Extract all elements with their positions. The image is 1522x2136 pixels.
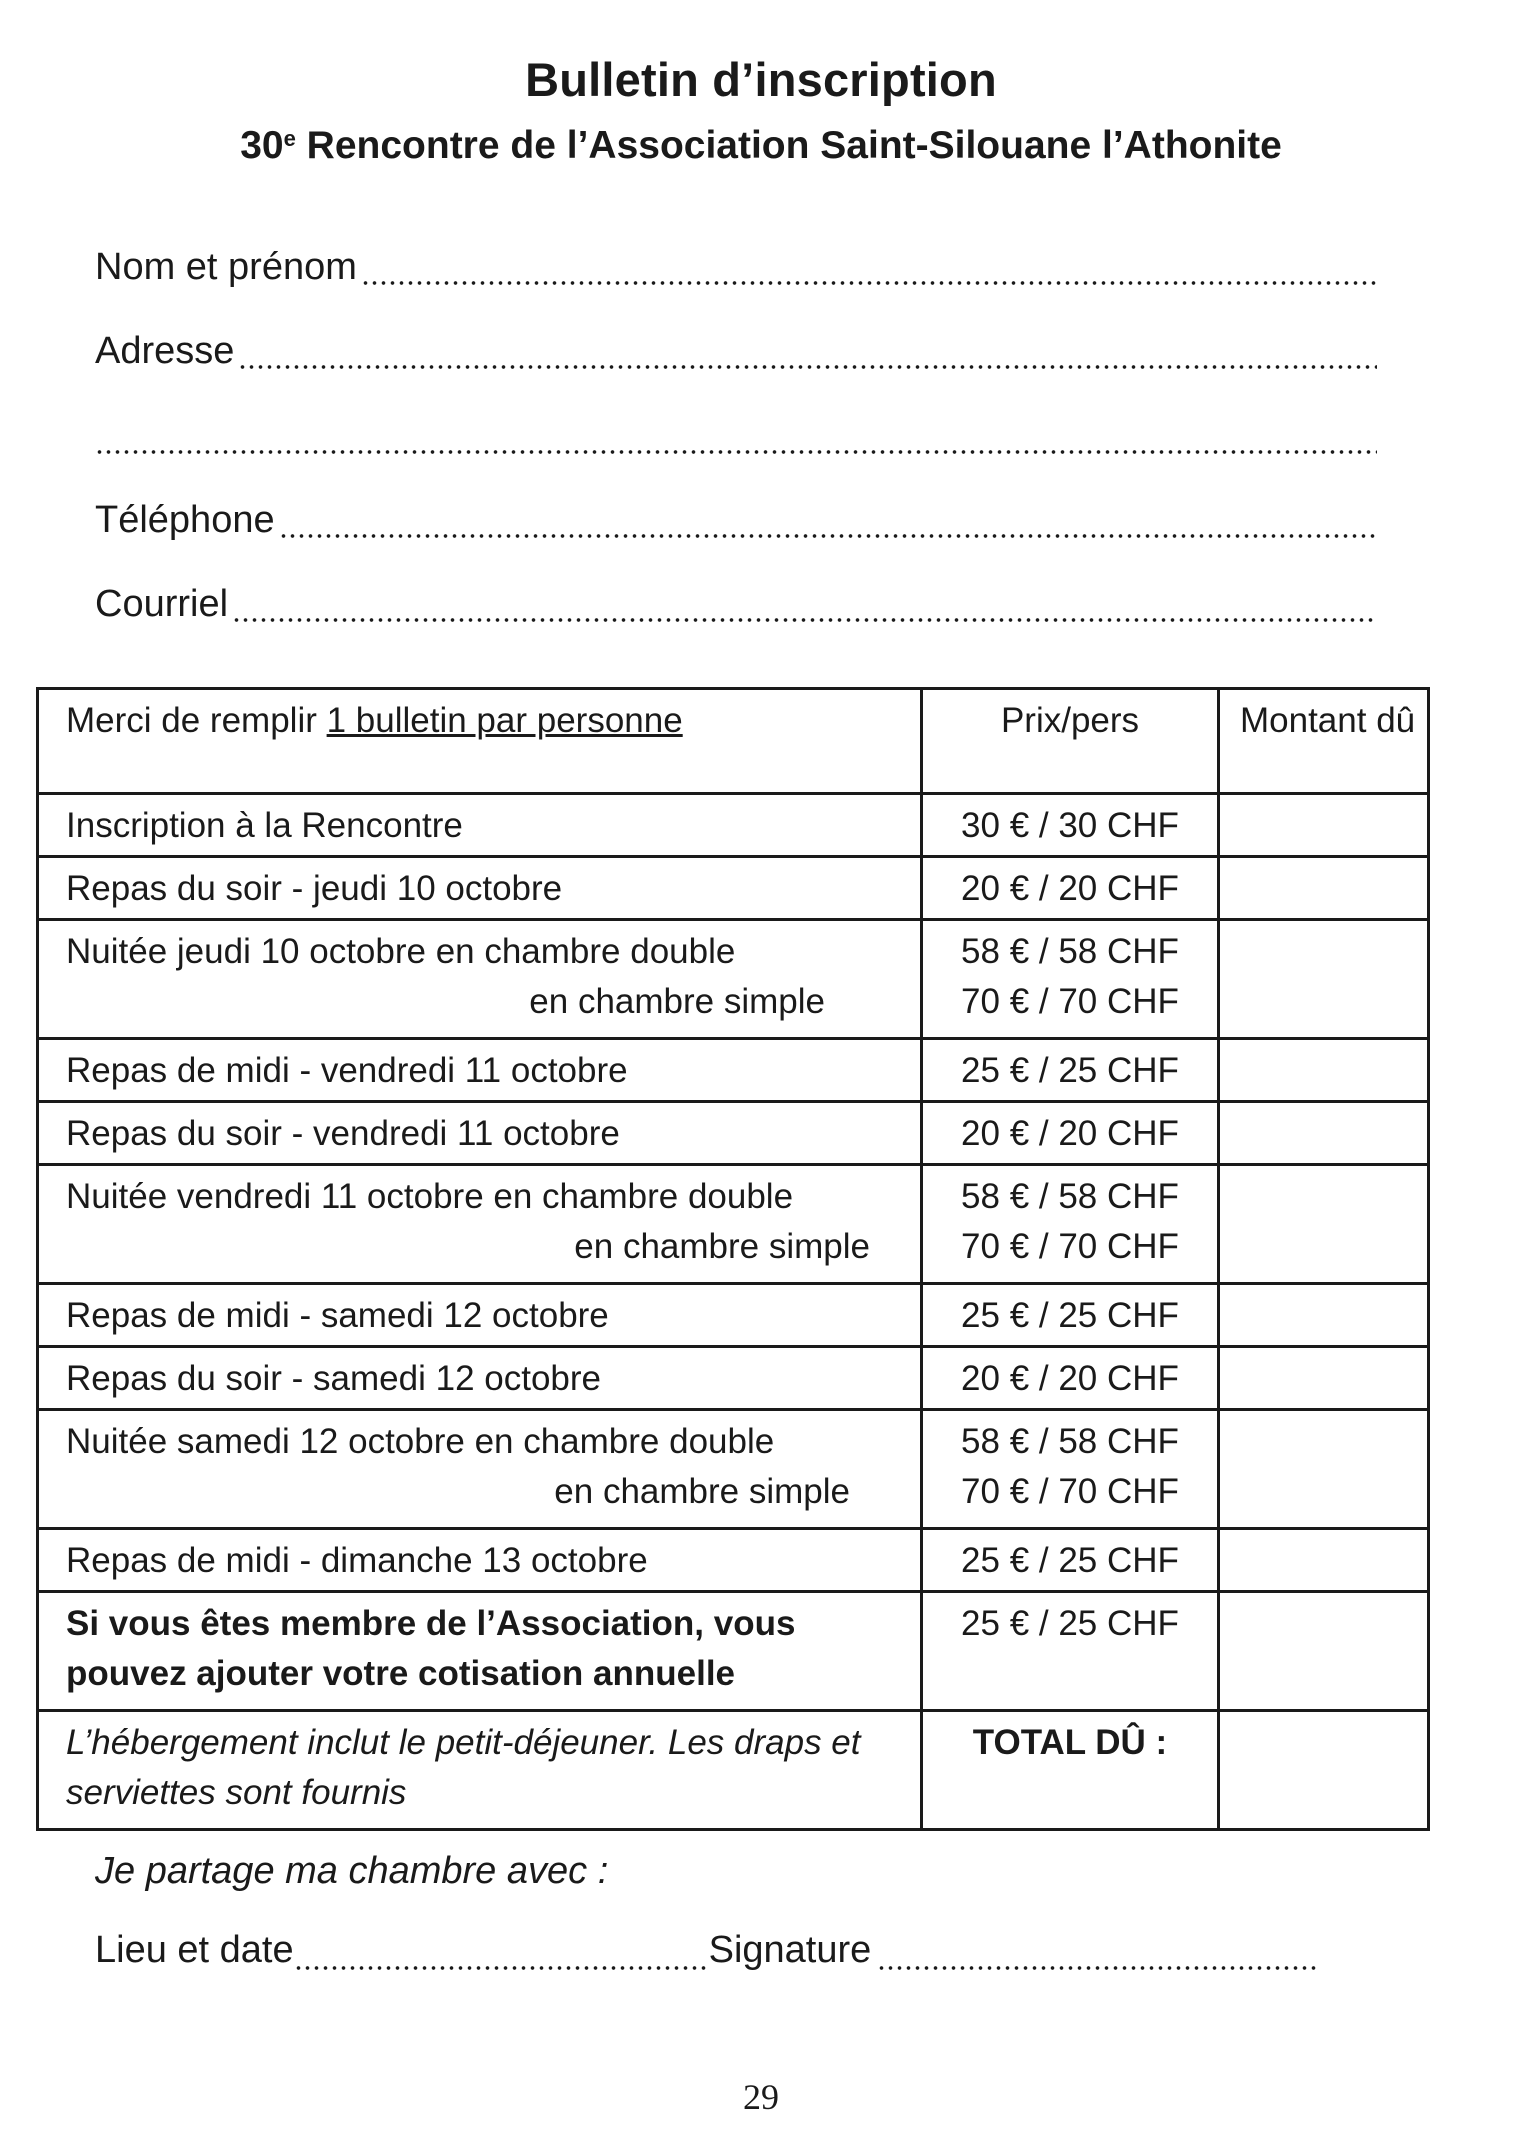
- amount-due-cell[interactable]: [1219, 1039, 1429, 1102]
- row-label-line1: Nuitée vendredi 11 octobre en chambre double: [66, 1177, 794, 1216]
- accommodation-note: L’hébergement inclut le petit-déjeuner. Les draps et serviettes sont fournis: [38, 1711, 922, 1830]
- row-price: 25 € / 25 CHF: [922, 1284, 1219, 1347]
- row-price: 25 € / 25 CHF: [922, 1039, 1219, 1102]
- room-share-field[interactable]: [95, 1850, 1377, 1902]
- row-label-line2: en chambre simple: [529, 982, 825, 1021]
- row-price: [922, 920, 1219, 1039]
- header-instruction-prefix: Merci de remplir: [66, 701, 327, 740]
- amount-due-cell[interactable]: [1219, 1529, 1429, 1592]
- row-price-line1: 58 € / 58 CHF: [961, 932, 1179, 971]
- address-dotted-line[interactable]: [238, 362, 1377, 372]
- table-row: [38, 1039, 1429, 1102]
- table-row: [38, 1347, 1429, 1410]
- row-price: [922, 1410, 1219, 1529]
- row-label: Repas du soir - samedi 12 octobre: [38, 1347, 922, 1410]
- table-row: [38, 920, 1429, 1039]
- form-subtitle: [0, 124, 1522, 168]
- total-due-cell[interactable]: [1219, 1711, 1429, 1830]
- table-header-row: [38, 689, 1429, 794]
- amount-due-cell[interactable]: [1219, 1284, 1429, 1347]
- membership-label: Si vous êtes membre de l’Association, vous pouvez ajouter votre cotisation annuelle: [38, 1592, 922, 1711]
- row-label: Repas du soir - jeudi 10 octobre: [38, 857, 922, 920]
- subtitle-ordinal: e: [283, 126, 296, 151]
- place-date-label: Lieu et date: [95, 1929, 294, 1971]
- row-label: Repas de midi - vendredi 11 octobre: [38, 1039, 922, 1102]
- row-price-line2: 70 € / 70 CHF: [961, 1472, 1179, 1511]
- amount-due-cell[interactable]: [1219, 857, 1429, 920]
- table-row: [38, 1410, 1429, 1529]
- registration-table: [36, 687, 1430, 1831]
- row-price-line2: 70 € / 70 CHF: [961, 982, 1179, 1021]
- phone-label: Téléphone: [95, 499, 275, 541]
- row-price-line1: 58 € / 58 CHF: [961, 1177, 1179, 1216]
- total-due-label: TOTAL DÛ :: [922, 1711, 1219, 1830]
- name-dotted-line[interactable]: [361, 278, 1377, 288]
- subtitle-text: Rencontre de l’Association Saint-Silouane l’Athonite: [295, 124, 1282, 167]
- row-price: 20 € / 20 CHF: [922, 1347, 1219, 1410]
- email-field[interactable]: [95, 583, 1377, 633]
- row-price: 30 € / 30 CHF: [922, 794, 1219, 857]
- subtitle-number: 30: [240, 124, 284, 167]
- row-price-line1: 58 € / 58 CHF: [961, 1422, 1179, 1461]
- table-row: [38, 1165, 1429, 1284]
- address-line-2-field[interactable]: [95, 415, 1377, 465]
- header-amount-due: Montant dû: [1219, 689, 1429, 794]
- address-line-2-dotted-line[interactable]: [95, 447, 1377, 457]
- phone-field[interactable]: [95, 499, 1377, 549]
- address-field[interactable]: [95, 330, 1377, 380]
- header-instruction: [38, 689, 922, 794]
- form-title: Bulletin d’inscription: [525, 53, 997, 106]
- page-number: 29: [743, 2077, 779, 2117]
- place-date-dotted-line[interactable]: [294, 1963, 709, 1973]
- room-share-label: Je partage ma chambre avec :: [95, 1850, 609, 1892]
- row-price: 20 € / 20 CHF: [922, 1102, 1219, 1165]
- table-row: [38, 857, 1429, 920]
- header-price: Prix/pers: [922, 689, 1219, 794]
- row-label: [38, 1165, 922, 1284]
- row-label-line1: Nuitée samedi 12 octobre en chambre double: [66, 1422, 775, 1461]
- amount-due-cell[interactable]: [1219, 1102, 1429, 1165]
- amount-due-cell[interactable]: [1219, 1165, 1429, 1284]
- row-label-line1: Nuitée jeudi 10 octobre en chambre double: [66, 932, 736, 971]
- table-row: [38, 1529, 1429, 1592]
- amount-due-cell[interactable]: [1219, 920, 1429, 1039]
- row-price: [922, 1165, 1219, 1284]
- row-label: Inscription à la Rencontre: [38, 794, 922, 857]
- row-label-line2: en chambre simple: [574, 1227, 870, 1266]
- signature-dotted-line[interactable]: [877, 1963, 1317, 1973]
- row-label: Repas de midi - dimanche 13 octobre: [38, 1529, 922, 1592]
- email-dotted-line[interactable]: [232, 615, 1377, 625]
- amount-due-cell[interactable]: [1219, 1410, 1429, 1529]
- name-label: Nom et prénom: [95, 246, 357, 288]
- row-label: [38, 1410, 922, 1529]
- email-label: Courriel: [95, 583, 229, 625]
- address-label: Adresse: [95, 330, 235, 372]
- amount-due-cell[interactable]: [1219, 794, 1429, 857]
- table-row: [38, 1102, 1429, 1165]
- amount-due-cell[interactable]: [1219, 1347, 1429, 1410]
- row-label-line2: en chambre simple: [554, 1472, 850, 1511]
- row-price-line2: 70 € / 70 CHF: [961, 1227, 1179, 1266]
- row-label: Repas du soir - vendredi 11 octobre: [38, 1102, 922, 1165]
- table-row: [38, 1592, 1429, 1711]
- row-price: 25 € / 25 CHF: [922, 1592, 1219, 1711]
- phone-dotted-line[interactable]: [279, 531, 1377, 541]
- signature-label: Signature: [708, 1929, 872, 1971]
- row-label: Repas de midi - samedi 12 octobre: [38, 1284, 922, 1347]
- table-row: [38, 1284, 1429, 1347]
- row-label: [38, 920, 922, 1039]
- place-date-signature-field: [95, 1929, 1377, 1981]
- header-instruction-underlined: 1 bulletin par personne: [326, 701, 683, 740]
- table-row: [38, 794, 1429, 857]
- table-footer-row: [38, 1711, 1429, 1830]
- amount-due-cell[interactable]: [1219, 1592, 1429, 1711]
- row-price: 20 € / 20 CHF: [922, 857, 1219, 920]
- name-field[interactable]: [95, 246, 1377, 296]
- row-price: 25 € / 25 CHF: [922, 1529, 1219, 1592]
